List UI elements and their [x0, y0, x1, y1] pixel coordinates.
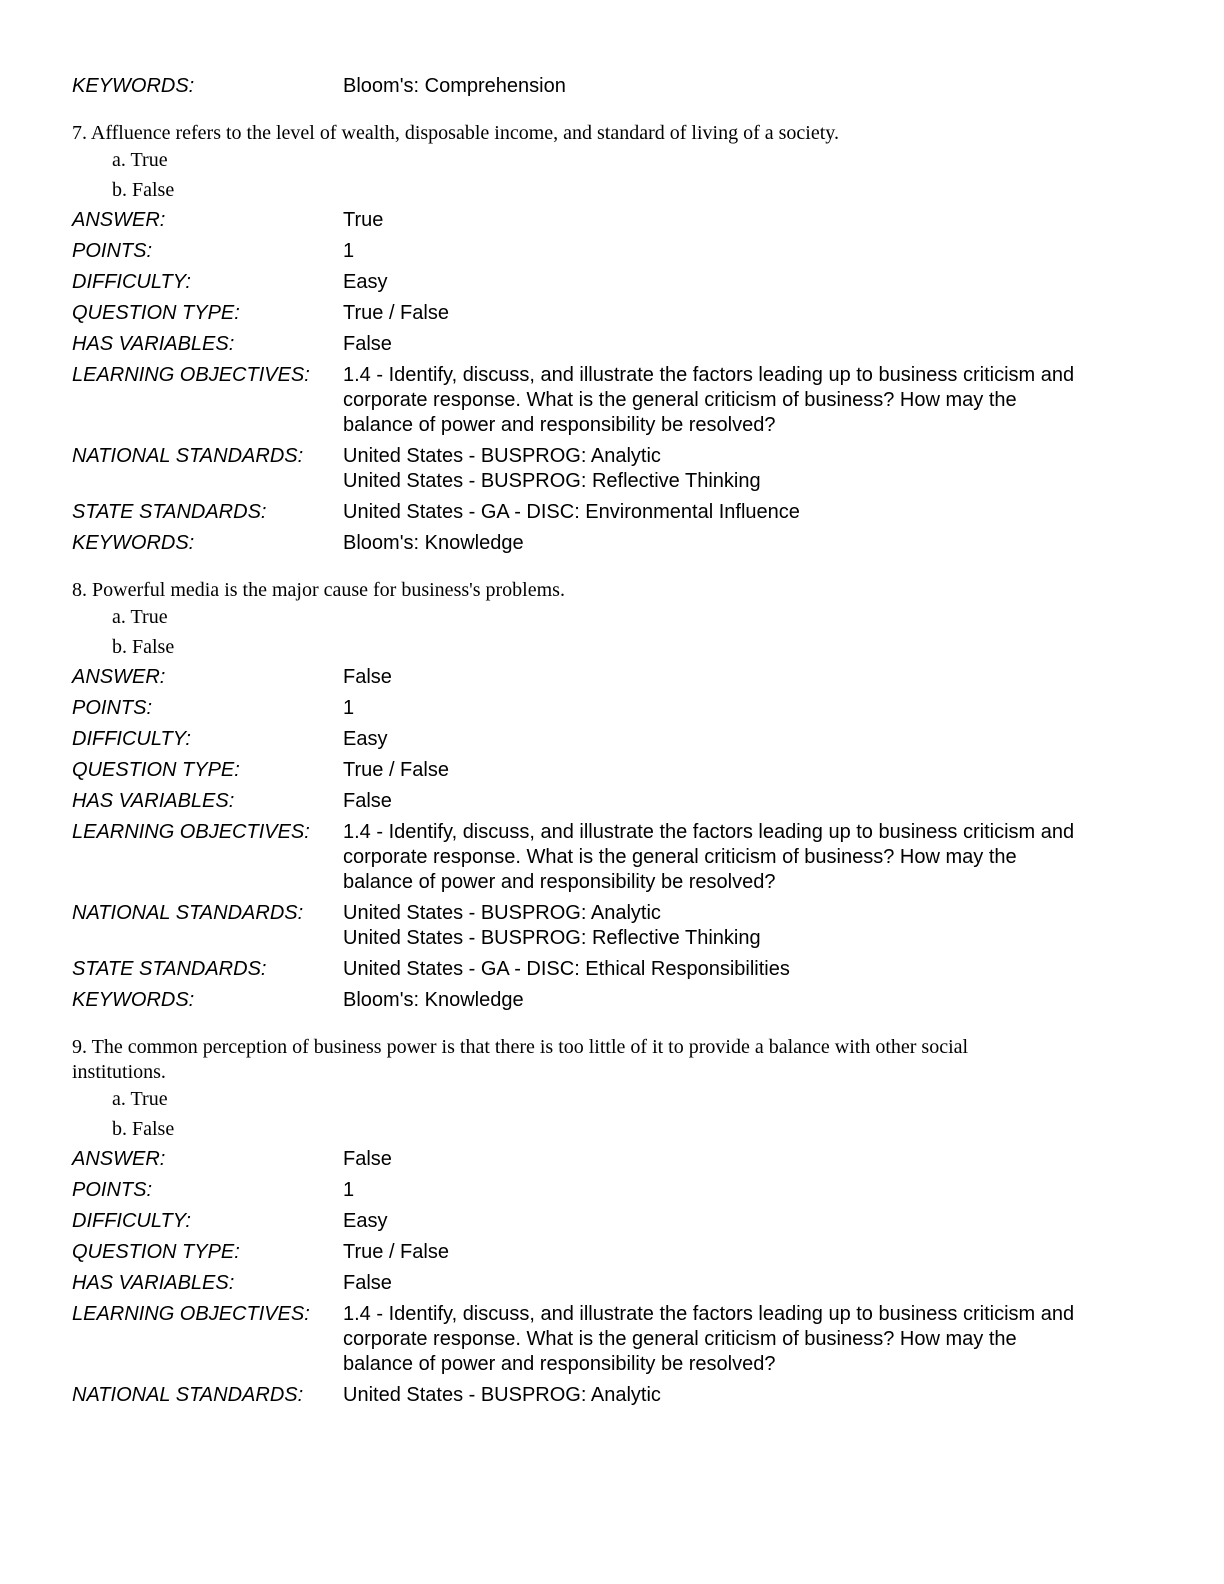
- national-standards-row: [72, 1383, 1152, 1408]
- keywords-value: Bloom's: Knowledge: [343, 532, 524, 554]
- question-text: [72, 1035, 1152, 1085]
- keywords-row: [72, 988, 1152, 1013]
- points-label: POINTS:: [72, 697, 153, 719]
- question-metadata: [72, 208, 1152, 556]
- question-metadata: [72, 665, 1152, 1013]
- learning-objectives-row: [72, 1302, 1152, 1377]
- difficulty-row: [72, 270, 1152, 295]
- answer-row: [72, 1147, 1152, 1172]
- learning-objectives-line: balance of power and responsibility be resolved?: [343, 1353, 776, 1375]
- option-true: a. True: [112, 149, 168, 171]
- learning-objectives-value: [343, 1302, 1152, 1377]
- difficulty-value: Easy: [343, 1210, 388, 1232]
- question-text-line: 9. The common perception of business power is that there is too little of it to provide a balance with other social: [72, 1036, 969, 1058]
- learning-objectives-line: corporate response. What is the general criticism of business? How may the: [343, 1328, 1017, 1350]
- learning-objectives-value: [343, 363, 1152, 438]
- answer-label: ANSWER:: [72, 666, 166, 688]
- difficulty-label: DIFFICULTY:: [72, 1210, 191, 1232]
- points-row: [72, 1178, 1152, 1203]
- points-value: 1: [343, 697, 355, 719]
- question-type-label: QUESTION TYPE:: [72, 1241, 240, 1263]
- difficulty-row: [72, 1209, 1152, 1234]
- learning-objectives-label: LEARNING OBJECTIVES:: [72, 1303, 310, 1325]
- points-label: POINTS:: [72, 1179, 153, 1201]
- state-standards-label: STATE STANDARDS:: [72, 958, 267, 980]
- state-standards-row: [72, 500, 1152, 525]
- keywords-label: KEYWORDS:: [72, 532, 195, 554]
- points-value: 1: [343, 1179, 355, 1201]
- learning-objectives-line: 1.4 - Identify, discuss, and illustrate the factors leading up to business criticism and: [343, 821, 1075, 843]
- keywords-label: KEYWORDS:: [72, 989, 195, 1011]
- answer-label: ANSWER:: [72, 209, 166, 231]
- has-variables-label: HAS VARIABLES:: [72, 333, 235, 355]
- has-variables-value: False: [343, 790, 392, 812]
- learning-objectives-line: corporate response. What is the general criticism of business? How may the: [343, 389, 1017, 411]
- learning-objectives-line: balance of power and responsibility be resolved?: [343, 871, 776, 893]
- national-standards-label: NATIONAL STANDARDS:: [72, 445, 304, 467]
- state-standards-row: [72, 957, 1152, 982]
- national-standards-value: [343, 901, 1152, 951]
- national-standards-value: [343, 1383, 1152, 1408]
- question-type-label: QUESTION TYPE:: [72, 759, 240, 781]
- learning-objectives-line: 1.4 - Identify, discuss, and illustrate the factors leading up to business criticism and: [343, 1303, 1075, 1325]
- option-true: a. True: [112, 606, 168, 628]
- option-true: a. True: [112, 1088, 168, 1110]
- keywords-row: [72, 531, 1152, 556]
- question-type-row: [72, 758, 1152, 783]
- learning-objectives-row: [72, 820, 1152, 895]
- question-text-line: institutions.: [72, 1061, 166, 1083]
- has-variables-label: HAS VARIABLES:: [72, 790, 235, 812]
- learning-objectives-line: corporate response. What is the general criticism of business? How may the: [343, 846, 1017, 868]
- question-type-row: [72, 1240, 1152, 1265]
- national-standards-value: [343, 444, 1152, 494]
- national-standard-item: United States - BUSPROG: Analytic: [343, 445, 661, 467]
- question-type-value: True / False: [343, 759, 449, 781]
- points-value: 1: [343, 240, 355, 262]
- keywords-row: [72, 74, 1152, 99]
- keywords-label: KEYWORDS:: [72, 75, 195, 97]
- learning-objectives-label: LEARNING OBJECTIVES:: [72, 364, 310, 386]
- national-standard-item: United States - BUSPROG: Reflective Thinking: [343, 927, 761, 949]
- national-standard-item: United States - BUSPROG: Analytic: [343, 902, 661, 924]
- national-standard-item: United States - BUSPROG: Reflective Thinking: [343, 470, 761, 492]
- difficulty-value: Easy: [343, 271, 388, 293]
- difficulty-label: DIFFICULTY:: [72, 271, 191, 293]
- keywords-value: Bloom's: Comprehension: [343, 75, 566, 97]
- question-type-row: [72, 301, 1152, 326]
- has-variables-row: [72, 789, 1152, 814]
- answer-row: [72, 665, 1152, 690]
- state-standards-value: United States - GA - DISC: Environmental Influence: [343, 501, 800, 523]
- state-standards-value: United States - GA - DISC: Ethical Responsibilities: [343, 958, 790, 980]
- national-standards-row: [72, 901, 1152, 951]
- difficulty-value: Easy: [343, 728, 388, 750]
- question-type-label: QUESTION TYPE:: [72, 302, 240, 324]
- learning-objectives-line: 1.4 - Identify, discuss, and illustrate the factors leading up to business criticism and: [343, 364, 1075, 386]
- learning-objectives-row: [72, 363, 1152, 438]
- points-row: [72, 239, 1152, 264]
- option-false: b. False: [112, 636, 175, 658]
- question-text: 8. Powerful media is the major cause for business's problems.: [72, 579, 565, 601]
- learning-objectives-label: LEARNING OBJECTIVES:: [72, 821, 310, 843]
- national-standards-label: NATIONAL STANDARDS:: [72, 902, 304, 924]
- question-type-value: True / False: [343, 1241, 449, 1263]
- document-page: [72, 74, 1152, 1414]
- has-variables-value: False: [343, 333, 392, 355]
- points-row: [72, 696, 1152, 721]
- question-type-value: True / False: [343, 302, 449, 324]
- national-standard-item: United States - BUSPROG: Analytic: [343, 1384, 661, 1406]
- national-standards-row: [72, 444, 1152, 494]
- has-variables-value: False: [343, 1272, 392, 1294]
- national-standards-label: NATIONAL STANDARDS:: [72, 1384, 304, 1406]
- option-false: b. False: [112, 1118, 175, 1140]
- has-variables-row: [72, 332, 1152, 357]
- question-metadata: [72, 1147, 1152, 1408]
- difficulty-row: [72, 727, 1152, 752]
- difficulty-label: DIFFICULTY:: [72, 728, 191, 750]
- answer-value: False: [343, 1148, 392, 1170]
- has-variables-label: HAS VARIABLES:: [72, 1272, 235, 1294]
- answer-label: ANSWER:: [72, 1148, 166, 1170]
- answer-value: False: [343, 666, 392, 688]
- answer-value: True: [343, 209, 384, 231]
- learning-objectives-line: balance of power and responsibility be resolved?: [343, 414, 776, 436]
- option-false: b. False: [112, 179, 175, 201]
- points-label: POINTS:: [72, 240, 153, 262]
- learning-objectives-value: [343, 820, 1152, 895]
- has-variables-row: [72, 1271, 1152, 1296]
- question-text: 7. Affluence refers to the level of wealth, disposable income, and standard of living of a society.: [72, 122, 839, 144]
- keywords-value: Bloom's: Knowledge: [343, 989, 524, 1011]
- answer-row: [72, 208, 1152, 233]
- state-standards-label: STATE STANDARDS:: [72, 501, 267, 523]
